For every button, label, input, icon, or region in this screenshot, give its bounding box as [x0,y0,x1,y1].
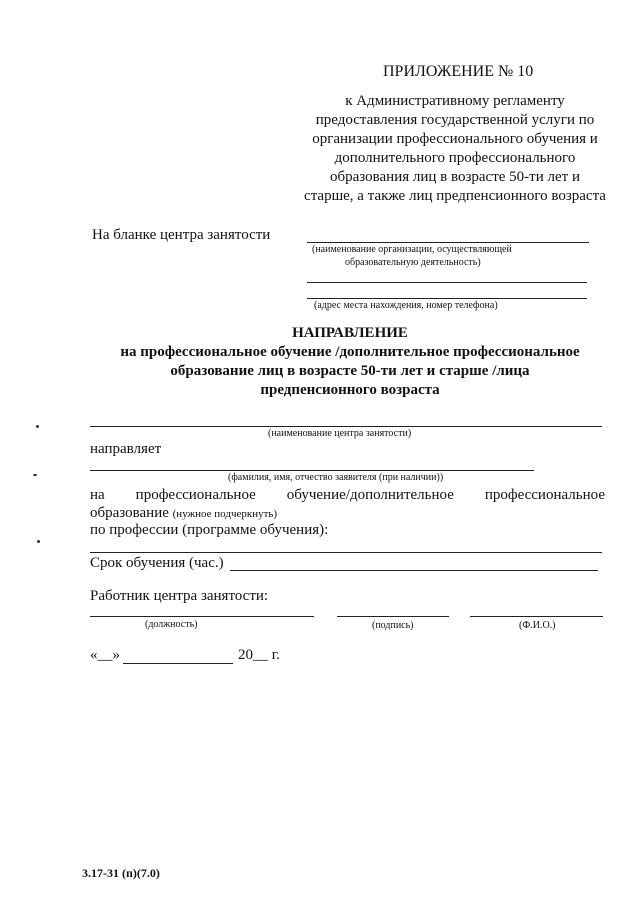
org-name-line [307,242,589,243]
form-code: 3.17-31 (п)(7.0) [82,866,160,880]
underline-note: (нужное подчеркнуть) [172,508,278,520]
date-month-line [123,663,233,664]
applicant-line [90,470,534,471]
scan-speck [36,425,39,428]
education-type-row [90,486,605,505]
worker-label: Работник центра занятости: [90,588,269,604]
appendix-subtitle [290,92,620,206]
address-caption: (адрес места нахождения, номер телефона) [314,300,498,311]
address-line-1 [307,282,587,283]
fio-line [470,616,603,617]
duration-label: Срок обучения (час.) [90,555,224,571]
word-professional-2: профессиональное [484,487,605,503]
letterhead-label: На бланке центра занятости [92,227,271,243]
center-caption: (наименование центра занятости) [268,428,412,439]
scan-speck [37,540,40,543]
word-professional: профессиональное [135,487,256,503]
org-caption: (наименование организации, осуществляющей [312,244,512,255]
profession-line [90,552,602,553]
word-training: обучение/дополнительное [286,487,454,503]
center-name-line [90,426,602,427]
subtitle-line: к Административному регламенту [345,93,565,109]
signature-line [337,616,449,617]
word-to: на [90,487,105,503]
address-line-2 [307,298,587,299]
org-caption-2: образовательную деятельность) [345,257,481,268]
subtitle-line: предоставления государственной услуги по [315,112,595,128]
scan-speck [33,474,37,476]
title-line: НАПРАВЛЕНИЕ [292,325,408,341]
subtitle-line: старше, а также лиц предпенсионного возраста [304,188,606,204]
subtitle-line: организации профессионального обучения и [312,131,598,147]
subtitle-line: образования лиц в возрасте 50-ти лет и [330,169,580,185]
title-line: образование лиц в возрасте 50-ти лет и старше /лица [170,363,530,379]
title-line: на профессиональное обучение /дополнительное профессиональное [120,344,580,360]
applicant-caption: (фамилия, имя, отчество заявителя (при наличии)) [228,472,444,483]
fio-caption: (Ф.И.О.) [519,620,556,631]
signature-caption: (подпись) [372,620,414,631]
date-day: «__» [90,647,120,663]
title-line: предпенсионного возраста [260,382,440,398]
document-title [80,324,620,400]
duration-line [230,570,598,571]
directs-label: направляет [90,441,162,457]
subtitle-line: дополнительного профессионального [334,150,576,166]
appendix-title: ПРИЛОЖЕНИЕ № 10 [383,63,534,80]
date-year: 20__ г. [238,647,280,663]
position-caption: (должность) [145,619,198,630]
word-education: образование [90,505,169,521]
position-line [90,616,314,617]
profession-label: по профессии (программе обучения): [90,522,329,538]
